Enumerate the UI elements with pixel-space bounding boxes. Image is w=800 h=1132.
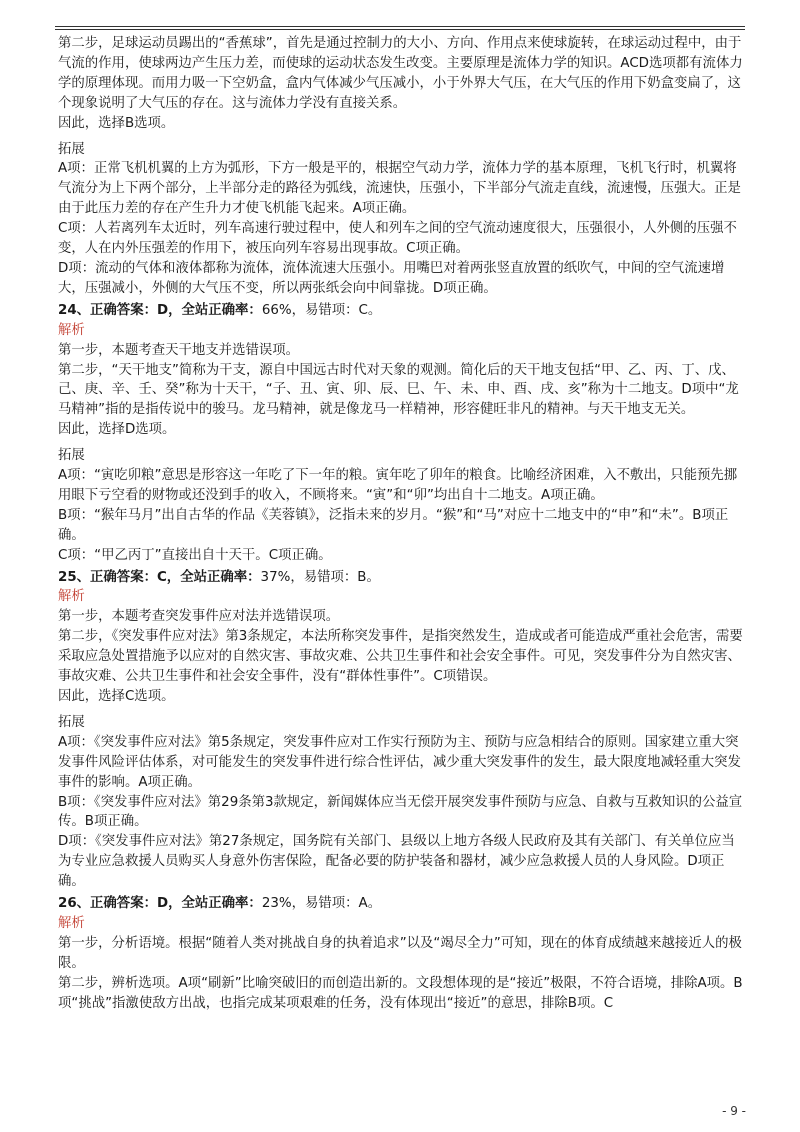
paragraph: B项：《突发事件应对法》第29条第3款规定，新闻媒体应当无偿开展突发事件预防与应急、自救与互救知识的公益宣传。B项正确。: [58, 794, 743, 830]
answer-label: 24、正确答案：D，全站正确率：: [58, 302, 262, 318]
paragraph: A项：《突发事件应对法》第5条规定，突发事件应对工作实行预防为主、预防与应急相结合的原则。国家建立重大突发事件风险评估体系，对可能发生的突发事件进行综合性评估，减少重大突发事件的发生，最大限度地减轻重大突发事件的影响。A项正确。: [58, 734, 741, 790]
error-option: ，易错项：B。: [290, 569, 380, 585]
analysis-heading: 解析: [58, 915, 85, 931]
paragraph: 第二步，《突发事件应对法》第3条规定，本法所称突发事件，是指突然发生，造成或者可能造成严重社会危害，需要采取应急处置措施予以应对的自然灾害、事故灾难、公共卫生事件和社会安全事件。可见，突发事件分为自然灾害、事故灾难、公共卫生事件和社会安全事件，没有“群体性事件”。C项错误。: [58, 629, 743, 685]
answer-line: [58, 568, 748, 588]
paragraph: A项：正常飞机机翼的上方为弧形，下方一般是平的，根据空气动力学，流体力学的基本原理，飞机飞行时，机翼将气流分为上下两个部分，上半部分走的路径为弧线，流速快，压强小，下半部分气流走直线，流速慢，压强大。正是由于此压力差的存在产生升力才使飞机能飞起来。A项正确。: [58, 161, 741, 217]
extension-heading: 拓展: [58, 141, 85, 157]
document-body: [58, 34, 748, 1014]
extension-heading: 拓展: [58, 448, 85, 464]
answer-label: 25、正确答案：C，全站正确率：: [58, 569, 261, 585]
answer-line: [58, 301, 748, 321]
analysis-heading: 解析: [58, 322, 85, 338]
paragraph: D项：《突发事件应对法》第27条规定，国务院有关部门、县级以上地方各级人民政府及其有关部门、有关单位应当为专业应急救援人员购买人身意外伤害保险，配备必要的防护装备和器材，减少应急救援人员的人身风险。D项正确。: [58, 834, 735, 890]
paragraph: A项：“寅吃卯粮”意思是形容这一年吃了下一年的粮。寅年吃了卯年的粮食。比喻经济困难，入不敷出，只能预先挪用眼下亏空看的财物或还没到手的收入，不顾将来。“寅”和“卯”均出自十二地支。A项正确。: [58, 468, 738, 503]
header-rule: [55, 26, 745, 27]
extension-heading: 拓展: [58, 714, 85, 730]
paragraph: 第一步，本题考查突发事件应对法并选错误项。: [58, 609, 340, 625]
paragraph: 第二步，足球运动员踢出的“香蕉球”，首先是通过控制力的大小、方向、作用点来使球旋转，在球运动过程中，由于气流的作用，使球两边产生压力差，而使球的运动状态发生改变。主要原理是流体力学的知识。ACD选项都有流体力学的原理体现。而用力吸一下空奶盒，盒内气体减少气压减小，小于外界大气压，在大气压的作用下奶盒变扁了，这个现象说明了大气压的存在。这与流体力学没有直接关系。: [58, 36, 743, 111]
paragraph: 第二步，辨析选项。A项“刷新”比喻突破旧的而创造出新的。文段想体现的是“接近”极限，不符合语境，排除A项。B项“挑战”指激使敌方出战，也指完成某项艰难的任务，没有体现出“接近”的意思，排除B项。C: [58, 975, 743, 1011]
header-rule-secondary: [55, 29, 745, 30]
analysis-heading: 解析: [58, 589, 85, 605]
paragraph: D项：流动的气体和液体都称为流体，流体流速大压强小。用嘴巴对着两张竖直放置的纸吹气，中间的空气流速增大，压强减小，外侧的大气压不变，所以两张纸会向中间靠拢。D项正确。: [58, 260, 725, 296]
paragraph: 因此，选择B选项。: [58, 115, 175, 131]
error-option: ，易错项：A。: [291, 896, 382, 912]
correct-rate: 66%: [261, 302, 292, 318]
error-option: ，易错项：C。: [291, 302, 382, 318]
paragraph: 第一步，本题考查天干地支并选错误项。: [58, 342, 300, 358]
correct-rate: 37%: [260, 569, 291, 585]
correct-rate: 23%: [261, 896, 292, 912]
paragraph: 第二步，“天干地支”简称为干支，源自中国远古时代对天象的观测。简化后的天干地支包括“甲、乙、丙、丁、戊、己、庚、辛、壬、癸”称为十天干，“子、丑、寅、卯、辰、巳、午、未、申、酉、戌、亥”称为十二地支。D项中“龙马精神”指的是指传说中的骏马。龙马精神，就是像龙马一样精神，形容健旺非凡的精神。与天干地支无关。: [58, 362, 739, 418]
answer-line: [58, 894, 748, 914]
page-number: - 9 -: [722, 1104, 746, 1118]
paragraph: C项：“甲乙丙丁”直接出自十天干。C项正确。: [58, 547, 332, 563]
paragraph: B项：“猴年马月”出自古华的作品《芙蓉镇》，泛指未来的岁月。“猴”和“马”对应十二地支中的“申”和“未”。B项正确。: [58, 507, 729, 543]
paragraph: 因此，选择C选项。: [58, 689, 175, 704]
paragraph: 第一步，分析语境。根据“随着人类对挑战自身的执着追求”以及“竭尽全力”可知，现在的体育成绩越来越接近人的极限。: [58, 935, 742, 971]
answer-label: 26、正确答案：D，全站正确率：: [58, 896, 262, 912]
paragraph: 因此，选择D选项。: [58, 422, 176, 438]
paragraph: C项：人若离列车太近时，列车高速行驶过程中，使人和列车之间的空气流动速度很大，压强很小，人外侧的压强不变，人在内外压强差的作用下，被压向列车容易出现事故。C项正确。: [58, 221, 737, 257]
